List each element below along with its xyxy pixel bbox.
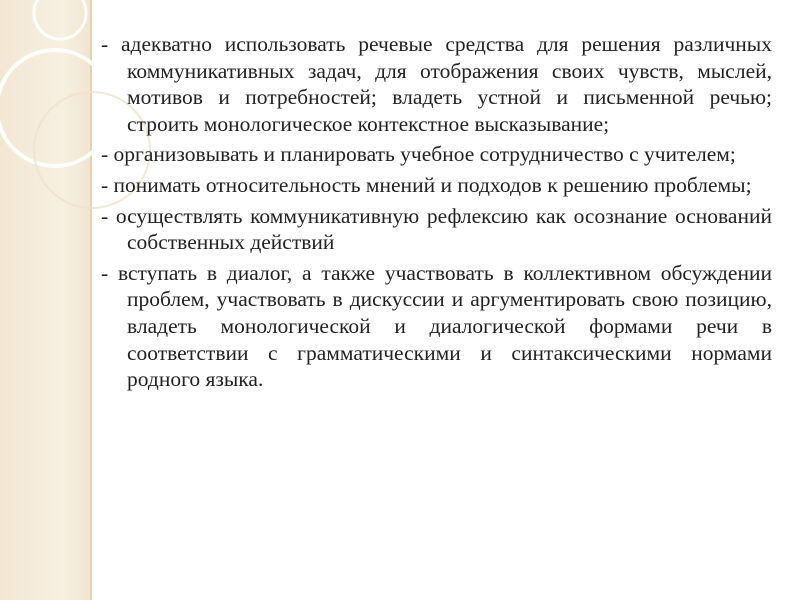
list-item: - осуществлять коммуникативную рефлексию как осознание оснований собственных действий	[101, 203, 772, 255]
list-item: - понимать относительность мнений и подходов к решению проблемы;	[101, 172, 752, 197]
bullet-list	[101, 31, 772, 397]
decorative-circle-small	[34, 0, 86, 39]
list-item: - вступать в диалог, а также участвовать в коллективном обсуждении проблем, участвовать в дискуссии и аргументировать свою позицию, владеть монологической и диалогической формами речи в соответствии с грамматическими и синтаксическими нормами родного языка.	[101, 260, 772, 392]
decorative-circle-large	[0, 50, 113, 166]
list-item: - адекватно использовать речевые средства для решения различных коммуникативных задач, для отображения своих чувств, мыслей, мотивов и потребностей; владеть устной и письменной речью; строить монологическое контекстное высказывание;	[101, 32, 772, 136]
list-item: - организовывать и планировать учебное сотрудничество с учителем;	[101, 142, 736, 167]
